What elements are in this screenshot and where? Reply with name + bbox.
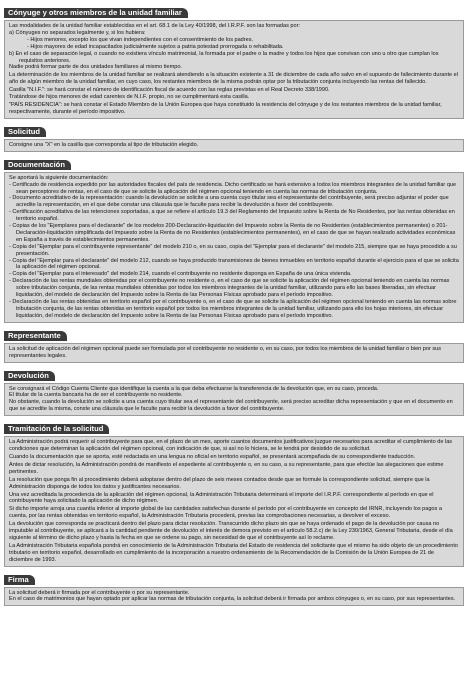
paragraph: La solicitud de aplicación del régimen opcional puede ser formulada por el contribuyente no residente o, en su caso, por todos los miembros de la unidad familiar o bien por sus representantes legales. [9,345,441,359]
paragraph: Si dicho importe arroja una cuantía inferior al importe global de las cantidades satisfechas durante el período por el contribuyente en concepto del IRNR, incluyendo los pagos a cuenta, por las rentas obtenidas en territorio español, la Administración Tributaria procederá, previas las comprobaciones necesarias, a devolver el exceso. [9,506,442,520]
paragraph: La resolución que ponga fin al procedimiento deberá adoptarse dentro del plazo de seis meses contados desde que se formule la correspondiente solicitud, siempre que la Administración disponga de todos los datos y justificantes necesarios. [9,476,430,490]
section-devolucion [4,365,464,417]
list-item: a) Cónyuges no separados legalmente y, si los hubiera: [9,29,146,36]
list-item: - Declaración de las rentas mundiales obtenidas por el contribuyente no residente o, en el caso de que se solicite la aplicación del régimen opcional teniendo en cuenta las normas sobre tributación conjunta, de las rentas mundiales obtenidas por todos los miembros integrantes de la unidad familiar, utilizando para ello las bases liberadas, sin efectuar liquidación, del modelo de declaración del Impuesto sobre la Renta de las Personas Físicas aprobado para el período impositivo. [9,278,450,299]
list-item: - Hijos menores, excepto los que vivan independientes con el consentimiento de los padres. [27,36,254,43]
section-title: Documentación [4,160,71,170]
section-title: Representante [4,331,67,341]
section-body [4,343,464,363]
section-title: Solicitud [4,127,46,137]
paragraph: Se aportará la siguiente documentación: [9,174,109,181]
section-body [4,172,464,323]
paragraph: Cuando la documentación que se aporta, esté redactada en una lengua no oficial en territorio español, se presentará acompañada de su correspondiente traducción. [9,453,416,460]
paragraph: La solicitud deberá ir firmada por el contribuyente o por su representante. [9,589,190,596]
paragraph: Casilla "N.I.F.": se hará constar el número de identificación fiscal de acuerdo con las reglas previstas en el Real Decreto 338/1990. [9,87,330,94]
list-item: - Copia del "Ejemplar para el contribuyente representante" del modelo 210 o, en su caso, copia del "Ejemplar para el declarante" del modelo 215, siempre que se haya procedido a su presentación. [9,243,457,257]
paragraph: En el caso de matrimonios que hayan optado por aplicar las normas de tributación conjunta, la solicitud deberá ir firmada por ambos cónyuges o, en su caso, por sus representantes. [9,596,456,603]
paragraph: El titular de la cuenta bancaria ha de ser el contribuyente no residente. [9,392,183,399]
section-title: Tramitación de la solicitud [4,424,109,434]
section-body [4,20,464,119]
section-title: Firma [4,575,35,585]
section-body [4,587,464,607]
paragraph: Nadie podrá formar parte de dos unidades familiares al mismo tiempo. [9,64,182,71]
list-item: - Declaración de las rentas obtenidas en territorio español por el contribuyente o, en el caso de que se solicite la aplicación del régimen opcional teniendo en cuenta las normas sobre tributación conjunta, de las rentas obtenidas en territorio español por todos los miembros integrantes de la unidad familiar, utilizando para ello los hojas interiores, sin efectuar liquidación, del modelo de declaración del Impuesto sobre la Renta de las Personas Físicas aprobado para el período impositivo. [9,299,457,319]
paragraph: "PAÍS RESIDENCIA": se hará constar el Estado Miembro de la Unión Europea que haya constituido la residencia del cónyuge y de los restantes miembros de la unidad familiar, respectivamente, durante el período impositivo. [9,101,442,115]
paragraph: Consigne una "X" en la casilla que corresponda al tipo de tributación elegido. [9,141,199,148]
paragraph: Se consignará el Código Cuenta Cliente que identifique la cuenta a la que deba efectuarse la transferencia de la devolución que, en su caso, proceda. [9,385,379,392]
paragraph: No obstante, cuando la devolución se solicite a una cuenta cuyo titular sea el representante del contribuyente, será preciso acreditar dicha representación y que en el documento en que se acredite la misma, conste una cláusula que le faculte para recibir la devolución a favor del contribuyente. [9,399,453,413]
paragraph: Una vez acreditada la procedencia de la aplicación del régimen opcional, la Administración Tributaria determinará el importe del I.R.P.F. correspondiente al período en que el contribuyente haya solicitado la aplicación de dicho régimen. [9,491,434,505]
paragraph: La devolución que corresponda se practicará dentro del plazo para dictar resolución. Transcurrido dicho plazo sin que se haya ordenado el pago de la devolución por causa no imputable al contribuyente, se aplicará a la cantidad pendiente de devolución el interés de demora previsto en el artículo 58.2.c) de la Ley 230/1963, General Tributaria, desde el día siguiente al término de dicho plazo y hasta la fecha en que se ordene su pago, sin necesidad de que el contribuyente así lo reclame. [9,521,453,541]
list-item: - Copias de los "Ejemplares para el declarante" de los modelos 200-Declaración-liquidación del Impuesto sobre la Renta de no Residentes (establecimientos permanentes) o 201-Declaración-liquidación simplificada del Impuesto sobre la Renta de no Residentes (establecimientos permanentes), en el caso de que se hayan realizado actividades económicas en España a través de establecimientos permanentes. [9,223,456,243]
paragraph: Antes de dictar resolución, la Administración pondrá de manifiesto el expediente al contribuyente o, en su caso, a su representante, para que efectúe las alegaciones que estime pertinentes. [9,461,444,475]
list-item: - Certificado de residencia expedido por las autoridades fiscales del país de residencia. Dicho certificado se hará extensivo a todos los miembros integrantes de la unidad familiar que sean perceptores de rentas, en el caso de que se solicite la aplicación del régimen opcional teniendo en cuenta las normas de tributación conjunta. [9,181,457,195]
section-tramitacion [4,418,464,566]
section-solicitud [4,121,464,152]
list-item: - Certificación acreditativa de las retenciones soportadas, a que se refiere el artículo 19.3 del Reglamento del Impuesto sobre la Renta de No Residentes, por las rentas obtenidas en territorio español. [9,209,455,223]
section-body [4,139,464,152]
paragraph: Tratándose de hijos menores de edad carentes de N.I.F. propio, no se cumplimentará esta casilla. [9,94,250,101]
section-conyuge [4,2,464,119]
instructions-page [4,2,464,606]
section-documentacion [4,154,464,323]
paragraph: La determinación de los miembros de la unidad familiar se realizará atendiendo a la situación existente a 31 de diciembre de cada año salvo en el supuesto de fallecimiento durante el año de algún miembro de la unidad familiar, en cuyo caso, los restantes miembros de la misma podrán optar por la tributación conjunta incluyendo las rentas del fallecido. [9,72,458,86]
list-item: - Copia del "Ejemplar para el declarante" del modelo 212, cuando se haya producido transmisiones de bienes inmuebles en territorio español durante el ejercicio para el que se solicita la aplicación del régimen opcional. [9,257,459,271]
list-item: - Copia del "Ejemplar para el interesado" del modelo 214, cuando el contribuyente no residente disponga en España de una única vivienda. [9,271,352,278]
section-representante [4,325,464,363]
section-title: Cónyuge y otros miembros de la unidad familiar [4,8,188,18]
list-item: b) En el caso de separación legal, o cuando no existiera vínculo matrimonial, la formada por el padre o la madre y todos los hijos que convivan con uno u otro que cumplan los requisitos anteriores. [9,50,439,64]
section-title: Devolución [4,371,55,381]
section-body [4,383,464,417]
paragraph: La Administración Tributaria española pondrá en conocimiento de la Administración Tributaria del Estado de residencia del solicitante que el mismo ha sido objeto de un procedimiento tributario en territorio español, desarrollado en cumplimiento de la incorporación a nuestro ordenamiento de la Recomendación de la Comisión de la Unión Europea de 21 de diciembre de 1993. [9,542,458,563]
section-body [4,436,464,566]
list-item: - Hijos mayores de edad incapacitados judicialmente sujetos a patria potestad prorrogada o rehabilitada. [27,43,284,50]
list-item: - Documento acreditativo de la representación: cuando la devolución se solicite a una cuenta cuyo titular sea el representante del contribuyente, será preciso adjuntar el poder que acredite la representación, en el que debe constar una cláusula que le faculte para recibir la devolución a favor del contribuyente. [9,195,449,209]
section-firma [4,569,464,607]
paragraph: Las modalidades de la unidad familiar establecidas en el art. 68.1 de la Ley 40/1998, del I.R.P.F. son las formadas por: [9,23,300,29]
paragraph: La Administración podrá requerir al contribuyente para que, en el plazo de un mes, aporte cuantos documentos justificativos juzgue necesarios para acreditar el cumplimiento de las condiciones que determinan la aplicación del régimen opcional, con indicación de que, si así no lo hiciera, se le tendrá por desistido de su solicitud. [9,439,453,453]
